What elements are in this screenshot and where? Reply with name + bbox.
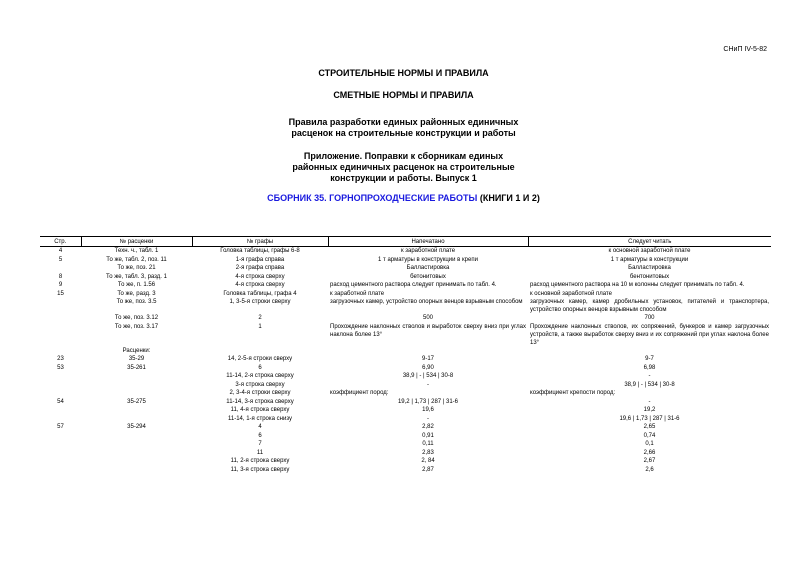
cell-printed: 2,87 <box>422 466 434 473</box>
cell-page: 5 <box>58 256 63 263</box>
cell-printed: - <box>427 381 429 388</box>
table-row <box>40 389 771 398</box>
cell-column: 6 <box>258 364 262 371</box>
cell-printed: 38,9 | - | 534 | 30-8 <box>402 373 454 379</box>
cell-printed: загрузочных камер, устройство опорных венцов взрывным способом <box>330 299 523 305</box>
cell-correct: 2,6 <box>645 466 654 473</box>
cell-column: 2, 3-4-я строки сверху <box>229 390 291 396</box>
cell-rate <box>81 406 192 415</box>
cell-printed: - <box>427 415 429 422</box>
cell-column: 2 <box>258 315 262 321</box>
cell-printed: 1 т арматуры в конструкции в крепи <box>378 256 478 263</box>
cell-rate <box>81 381 192 390</box>
cell-page: 4 <box>58 248 63 254</box>
cell-page <box>40 264 81 273</box>
cell-correct: к основной заработной плате <box>530 290 612 297</box>
cell-rate <box>81 449 192 458</box>
cell-page <box>40 298 81 314</box>
appendix-title-line: Приложение. Поправки к сборникам единых <box>303 151 504 161</box>
table-row <box>40 381 771 390</box>
cell-page: 53 <box>57 364 64 371</box>
document-code: СНиП IV-5-82 <box>723 46 767 53</box>
table-row <box>40 432 771 441</box>
cell-correct: 700 <box>644 315 655 321</box>
cell-column <box>192 347 328 356</box>
table-row <box>40 406 771 415</box>
cell-rate <box>81 389 192 398</box>
table-row <box>40 298 771 314</box>
cell-column: 7 <box>258 441 262 447</box>
table-row <box>40 364 771 373</box>
cell-rate: То же, п. 1.56 <box>117 282 156 288</box>
appendix-title-line: районных единичных расценок на строительные <box>292 162 515 172</box>
rules-title-line: расценок на строительные конструкции и работы <box>291 128 516 138</box>
table-row <box>40 466 771 475</box>
cell-rate: 35-275 <box>127 398 146 405</box>
cell-printed: 2,83 <box>422 449 434 456</box>
cell-rate: 35-29 <box>128 356 145 362</box>
cell-page: 8 <box>58 273 63 280</box>
cell-rate: То же, поз. 21 <box>117 265 156 271</box>
table-body <box>40 247 771 475</box>
cell-rate <box>81 440 192 449</box>
table-row <box>40 457 771 466</box>
title-line-2: СМЕТНЫЕ НОРМЫ И ПРАВИЛА <box>333 90 474 100</box>
cell-rate: То же, табл. 2, поз. 11 <box>106 256 167 263</box>
cell-column: 3-я строка сверху <box>235 381 285 388</box>
cell-correct: 2,65 <box>643 424 656 430</box>
cell-rate <box>81 466 192 475</box>
rules-title <box>0 117 807 139</box>
cell-page <box>40 415 81 424</box>
cell-column: 2-я графа справа <box>235 265 285 271</box>
cell-column: 11, 2-я строка сверху <box>230 458 290 464</box>
title-line-1: СТРОИТЕЛЬНЫЕ НОРМЫ И ПРАВИЛА <box>318 68 489 78</box>
cell-page <box>40 432 81 441</box>
cell-printed <box>328 347 528 356</box>
cell-page: 54 <box>57 398 64 405</box>
cell-correct: 9-7 <box>645 356 654 362</box>
table-row <box>40 372 771 381</box>
cell-page: 9 <box>58 282 63 288</box>
cell-rate <box>81 432 192 441</box>
cell-printed: расход цементного раствора следует принимать по табл. 4. <box>330 282 497 288</box>
cell-correct: 0,74 <box>643 432 656 439</box>
cell-correct: расход цементного раствора на 10 м колонны следует принимать по табл. 4. <box>530 282 745 288</box>
cell-column: 11, 4-я строка сверху <box>230 407 290 413</box>
cell-rate: То же, поз. 3.17 <box>114 323 159 330</box>
cell-correct: - <box>648 398 651 405</box>
cell-printed: к заработной плате <box>400 248 456 254</box>
cell-column: 1, 3-5-я строки сверху <box>229 299 291 305</box>
cell-page: 15 <box>57 290 64 297</box>
cell-page <box>40 406 81 415</box>
cell-correct: Балластировка <box>628 265 671 271</box>
cell-correct: коэффициент крепости пород: <box>530 390 616 396</box>
cell-column: 11 <box>256 449 264 456</box>
section-heading <box>0 193 807 203</box>
cell-printed: 19,2 | 1,73 | 287 | 31-6 <box>397 398 459 405</box>
cell-correct: 1 т арматуры в конструкции <box>610 256 689 263</box>
cell-page: 23 <box>57 356 64 362</box>
table-row <box>40 264 771 273</box>
cell-printed: 2,82 <box>422 424 434 430</box>
cell-column: 4-я строка сверху <box>235 282 285 288</box>
cell-printed: 500 <box>422 315 433 321</box>
cell-page <box>40 440 81 449</box>
cell-page <box>40 381 81 390</box>
cell-correct: бентонитовых <box>629 273 670 280</box>
cell-correct: Прохождение наклонных стволов, их сопряжений, бункеров и камер загрузочных устройств, а также выработок сверху вниз и их сопряжений при углах наклона более 13° <box>530 323 769 346</box>
header-correct: Следует читать <box>528 237 771 247</box>
corrections-table <box>40 236 771 474</box>
cell-correct: 38,9 | - | 534 | 30-8 <box>624 381 675 388</box>
cell-correct: 2,66 <box>643 449 656 456</box>
cell-column: 1-я графа справа <box>235 256 285 263</box>
header-printed: Напечатано <box>328 237 528 247</box>
cell-page: 57 <box>57 424 64 430</box>
table-row <box>40 449 771 458</box>
cell-page <box>40 457 81 466</box>
cell-printed: Прохождение наклонных стволов и выработок сверху вниз при углах наклона более 13° <box>330 323 526 338</box>
cell-correct: к основной заработной плате <box>608 248 691 254</box>
cell-page <box>40 389 81 398</box>
cell-column: 11-14, 2-я строка сверху <box>226 373 294 379</box>
cell-column: 11, 3-я строка сверху <box>230 466 290 473</box>
table-row <box>40 256 771 265</box>
cell-rate: То же, поз. 3.5 <box>116 299 157 305</box>
table-row <box>40 347 771 356</box>
cell-rate <box>81 415 192 424</box>
cell-printed: 0,91 <box>422 432 434 439</box>
cell-rate <box>81 372 192 381</box>
cell-printed: к заработной плате <box>330 290 385 297</box>
table-row <box>40 423 771 432</box>
cell-page <box>40 314 81 323</box>
cell-column: Головка таблицы, графы 6-8 <box>220 248 300 254</box>
cell-column: 6 <box>258 432 262 439</box>
cell-column: 4-я строка сверху <box>235 273 285 280</box>
table-row <box>40 273 771 282</box>
table-row <box>40 415 771 424</box>
cell-page <box>40 449 81 458</box>
cell-printed: 6,90 <box>422 364 434 371</box>
cell-rate: То же, разд. 3 <box>117 290 156 297</box>
cell-printed: 0,11 <box>422 441 434 447</box>
rules-title-line: Правила разработки единых районных единичных <box>288 117 519 127</box>
section-books: (КНИГИ 1 И 2) <box>479 193 540 203</box>
table-row <box>40 247 771 256</box>
cell-rate: 35-294 <box>127 424 146 430</box>
cell-rate: Техн. ч., табл. 1 <box>114 248 159 254</box>
cell-printed: Балластировка <box>406 265 450 271</box>
cell-column: Головка таблицы, графа 4 <box>223 290 297 297</box>
appendix-title-line: конструкции и работы. Выпуск 1 <box>330 173 477 183</box>
cell-rate: 35-261 <box>127 364 146 371</box>
cell-column: 1 <box>258 323 262 330</box>
cell-printed: коэффициент пород: <box>330 390 389 396</box>
cell-printed: 2, 84 <box>421 458 435 464</box>
cell-correct: 19,2 <box>643 407 656 413</box>
table-row <box>40 314 771 323</box>
table-row <box>40 398 771 407</box>
cell-correct <box>528 347 771 356</box>
table-row <box>40 323 771 347</box>
table-row <box>40 281 771 290</box>
cell-rate: То же, табл. 3, разд. 1 <box>106 273 167 280</box>
cell-page <box>40 466 81 475</box>
header-page: Стр. <box>40 237 81 247</box>
header-column: № графы <box>192 237 328 247</box>
cell-page <box>40 372 81 381</box>
cell-rate: Расценки: <box>122 347 151 354</box>
cell-correct: 0,1 <box>645 441 654 447</box>
cell-correct: 19,6 | 1,73 | 287 | 31-6 <box>619 415 680 422</box>
cell-column: 14, 2-5-я строки сверху <box>227 356 293 362</box>
cell-rate <box>81 457 192 466</box>
cell-page <box>40 323 81 347</box>
section-link[interactable]: СБОРНИК 35. ГОРНОПРОХОДЧЕСКИЕ РАБОТЫ <box>267 193 478 203</box>
cell-printed: 19,6 <box>422 407 434 413</box>
cell-correct: загрузочных камер, камер дробильных установок, питателей и транспортера, устройство опорных венцов взрывным способом <box>530 299 769 313</box>
appendix-title <box>0 151 807 184</box>
cell-printed: 9-17 <box>421 356 434 362</box>
cell-column: 11-14, 1-я строка снизу <box>227 415 293 422</box>
cell-rate: То же, поз. 3.12 <box>114 315 159 321</box>
cell-page <box>40 347 81 356</box>
cell-correct: 2,67 <box>643 458 656 464</box>
cell-correct: 6,98 <box>643 364 656 371</box>
table-row <box>40 290 771 299</box>
cell-printed: бетонитовых <box>410 273 446 280</box>
table-header-row <box>40 237 771 247</box>
cell-correct: - <box>648 373 651 379</box>
cell-column: 4 <box>258 424 262 430</box>
table-row <box>40 355 771 364</box>
header-rate: № расценки <box>81 237 192 247</box>
table-row <box>40 440 771 449</box>
cell-column: 11-14, 3-я строка сверху <box>226 398 294 405</box>
